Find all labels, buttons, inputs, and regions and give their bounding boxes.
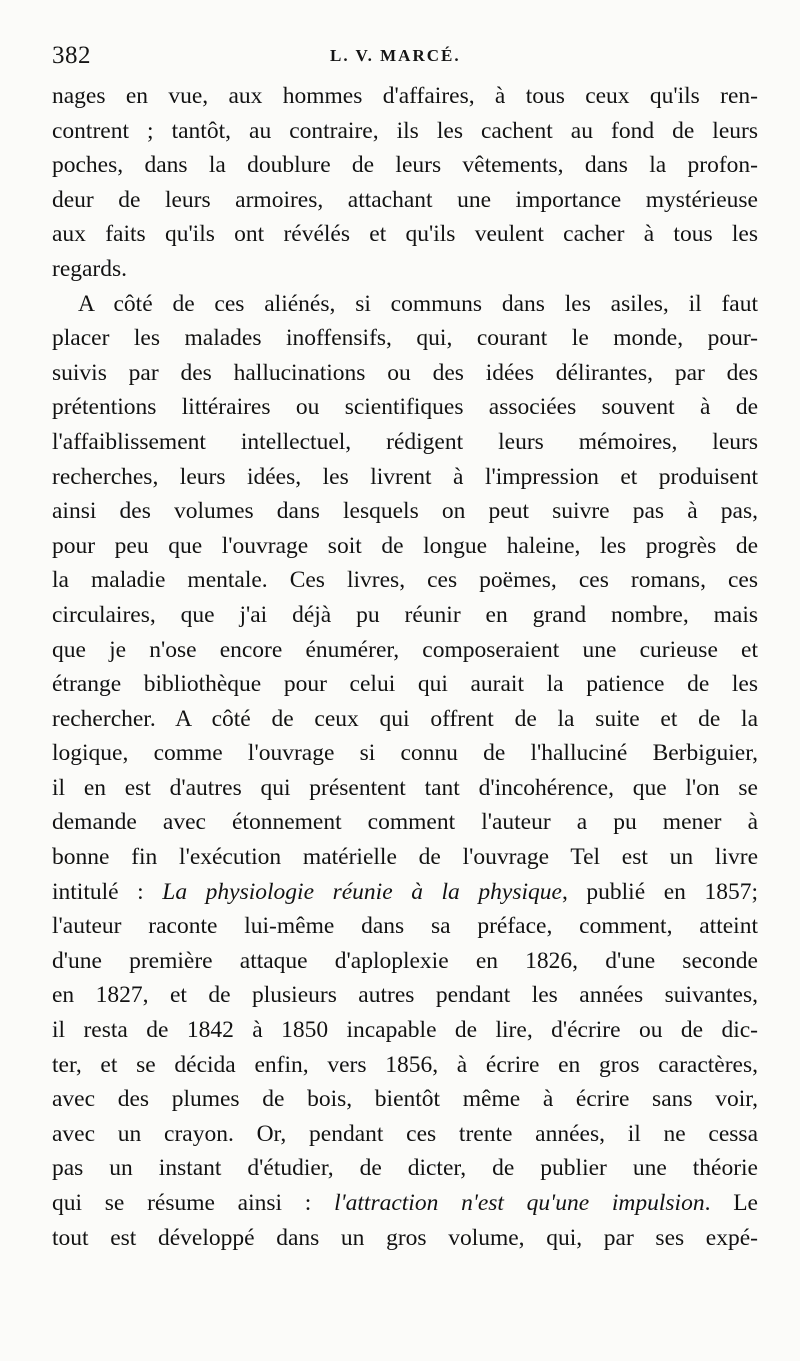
book-title-italic: La physiologie réunie à la physique	[162, 878, 562, 905]
text-line: pas un instant d'étudier, de dicter, de publier une théorie	[52, 1155, 758, 1182]
page-number: 382	[52, 42, 91, 69]
text-line: l'auteur raconte lui-même dans sa préface, comment, atteint	[52, 913, 758, 940]
text-line: tout est développé dans un gros volume, qui, par ses expé-	[52, 1224, 758, 1251]
text-line-post: , publié en 1857;	[561, 878, 758, 905]
text-line: en 1827, et de plusieurs autres pendant les années suivantes,	[52, 982, 758, 1009]
text-line: logique, comme l'ouvrage si connu de l'halluciné Berbiguier,	[52, 740, 758, 767]
text-line-pre: qui se résume ainsi :	[52, 1190, 335, 1216]
text-line: l'affaiblissement intellectuel, rédigent leurs mémoires, leurs	[52, 428, 758, 455]
text-line: que je n'ose encore énumérer, composeraient une curieuse et	[52, 636, 758, 663]
running-title: L. V. MARCÉ.	[330, 46, 461, 65]
text-line-with-quote	[52, 1186, 758, 1221]
text-line: contrent ; tantôt, au contraire, ils les cachent au fond de leurs	[52, 117, 758, 144]
text-line: circulaires, que j'ai déjà pu réunir en grand nombre, mais	[52, 601, 758, 628]
text-line-with-title	[52, 875, 758, 910]
text-line: il resta de 1842 à 1850 incapable de lire, d'écrire ou de dic-	[52, 1017, 758, 1044]
text-line: il en est d'autres qui présentent tant d'incohérence, que l'on se	[52, 774, 758, 801]
text-line: étrange bibliothèque pour celui qui aurait la patience de les	[52, 671, 758, 698]
quoted-theory-italic: l'attraction n'est qu'une impulsion	[334, 1190, 705, 1216]
text-line: recherches, leurs idées, les livrent à l'impression et produisent	[52, 463, 758, 490]
text-line: bonne fin l'exécution matérielle de l'ouvrage Tel est un livre	[52, 844, 758, 871]
text-line: demande avec étonnement comment l'auteur a pu mener à	[52, 809, 758, 836]
text-line: poches, dans la doublure de leurs vêtements, dans la profon-	[52, 152, 758, 179]
text-line: aux faits qu'ils ont révélés et qu'ils veulent cacher à tous les	[52, 221, 758, 248]
text-line: A côté de ces aliénés, si communs dans les asiles, il faut	[78, 290, 758, 317]
text-line: deur de leurs armoires, attachant une importance mystérieuse	[52, 186, 758, 213]
text-line: pour peu que l'ouvrage soit de longue haleine, les progrès de	[52, 532, 758, 559]
text-line: rechercher. A côté de ceux qui offrent de la suite et de la	[52, 705, 758, 732]
text-line: avec des plumes de bois, bientôt même à écrire sans voir,	[52, 1086, 758, 1113]
text-line-post: . Le	[704, 1190, 758, 1216]
text-line: avec un crayon. Or, pendant ces trente années, il ne cessa	[52, 1120, 758, 1147]
text-line: prétentions littéraires ou scientifiques associées souvent à de	[52, 394, 758, 421]
text-line: la maladie mentale. Ces livres, ces poëmes, ces romans, ces	[52, 567, 758, 594]
running-head	[52, 42, 758, 76]
text-line-pre: intitulé :	[52, 878, 163, 905]
text-line: suivis par des hallucinations ou des idées délirantes, par des	[52, 359, 758, 386]
text-line: ter, et se décida enfin, vers 1856, à écrire en gros caractères,	[52, 1051, 758, 1078]
body-text	[52, 79, 758, 1255]
text-line: ainsi des volumes dans lesquels on peut suivre pas à pas,	[52, 498, 758, 525]
text-line: d'une première attaque d'aploplexie en 1826, d'une seconde	[52, 947, 758, 974]
text-line: regards.	[52, 255, 128, 282]
text-line: nages en vue, aux hommes d'affaires, à tous ceux qu'ils ren-	[52, 83, 758, 109]
text-line: placer les malades inoffensifs, qui, courant le monde, pour-	[52, 325, 758, 352]
